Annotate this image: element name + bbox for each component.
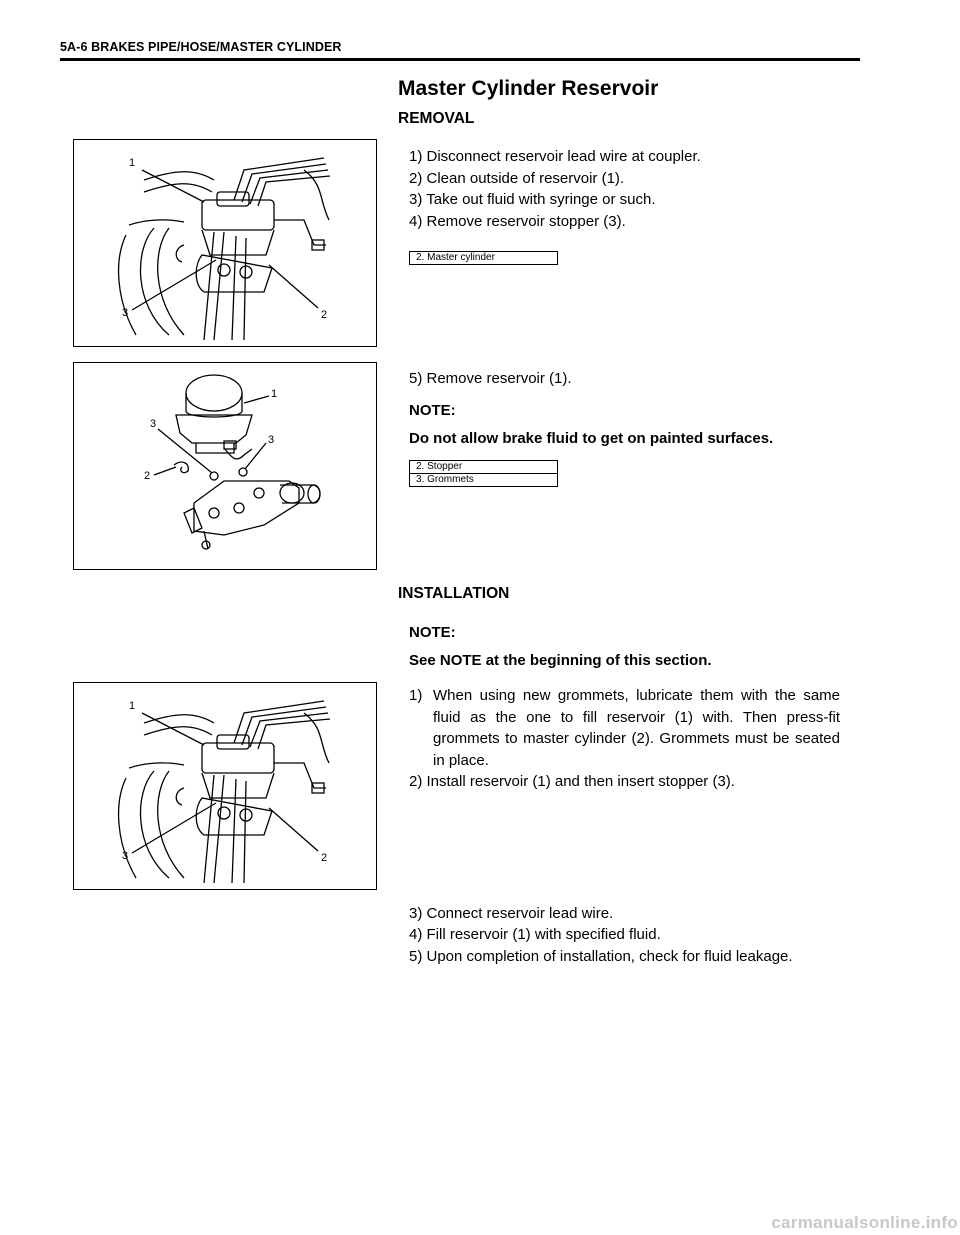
removal-step-4: 4) Remove reservoir stopper (3). (409, 213, 626, 230)
removal-heading: REMOVAL (398, 110, 475, 127)
legend-item: 2. Master cylinder (410, 252, 558, 265)
installation-step-2: 2) Install reservoir (1) and then insert stopper (3). (409, 773, 735, 790)
reservoir-removed-illustration (74, 363, 376, 569)
removal-step-3: 3) Take out fluid with syringe or such. (409, 191, 656, 208)
installation-step-5: 5) Upon completion of installation, check for fluid leakage. (409, 948, 793, 965)
callout-3: 3 (150, 418, 157, 430)
watermark-footer: carmanualsonline.info (771, 1213, 958, 1232)
reservoir-on-vehicle-illustration (74, 140, 376, 346)
note-text: See NOTE at the beginning of this section. (409, 652, 712, 669)
legend-item: 3. Grommets (410, 474, 558, 487)
installation-step-1-number: 1) (409, 687, 423, 704)
installation-step-3: 3) Connect reservoir lead wire. (409, 905, 614, 922)
figure-reservoir-on-vehicle-1 (73, 139, 377, 347)
installation-heading: INSTALLATION (398, 585, 510, 602)
note-text: Do not allow brake fluid to get on painted surfaces. (409, 430, 774, 447)
section-title: Master Cylinder Reservoir (398, 77, 659, 100)
callout-2: 2 (144, 470, 151, 482)
figure-reservoir-on-vehicle-2 (73, 682, 377, 890)
legend-item: 2. Stopper (410, 461, 558, 474)
removal-step-2: 2) Clean outside of reservoir (1). (409, 170, 625, 187)
callout-2: 2 (321, 852, 328, 864)
legend-figure-2 (409, 460, 558, 487)
header-rule (60, 58, 860, 61)
page-header: 5A-6 BRAKES PIPE/HOSE/MASTER CYLINDER (60, 40, 342, 54)
installation-step-1-text: When using new grommets, lubricate them with the same fluid as the one to fill reservoir (1) with. Then press-fit grommets to master cylinder (2). Grommets must be seated in place. (433, 687, 840, 769)
callout-3: 3 (122, 307, 129, 319)
removal-step-5: 5) Remove reservoir (1). (409, 370, 572, 387)
reservoir-on-vehicle-illustration (74, 683, 376, 889)
removal-step-1: 1) Disconnect reservoir lead wire at coupler. (409, 148, 701, 165)
note-label: NOTE: (409, 624, 456, 641)
installation-step-4: 4) Fill reservoir (1) with specified fluid. (409, 926, 661, 943)
callout-3b: 3 (268, 434, 275, 446)
callout-3: 3 (122, 850, 129, 862)
note-label: NOTE: (409, 402, 456, 419)
figure-reservoir-removed (73, 362, 377, 570)
callout-1: 1 (129, 157, 136, 169)
callout-1: 1 (271, 388, 278, 400)
callout-1: 1 (129, 700, 136, 712)
legend-figure-1 (409, 251, 558, 265)
callout-2: 2 (321, 309, 328, 321)
